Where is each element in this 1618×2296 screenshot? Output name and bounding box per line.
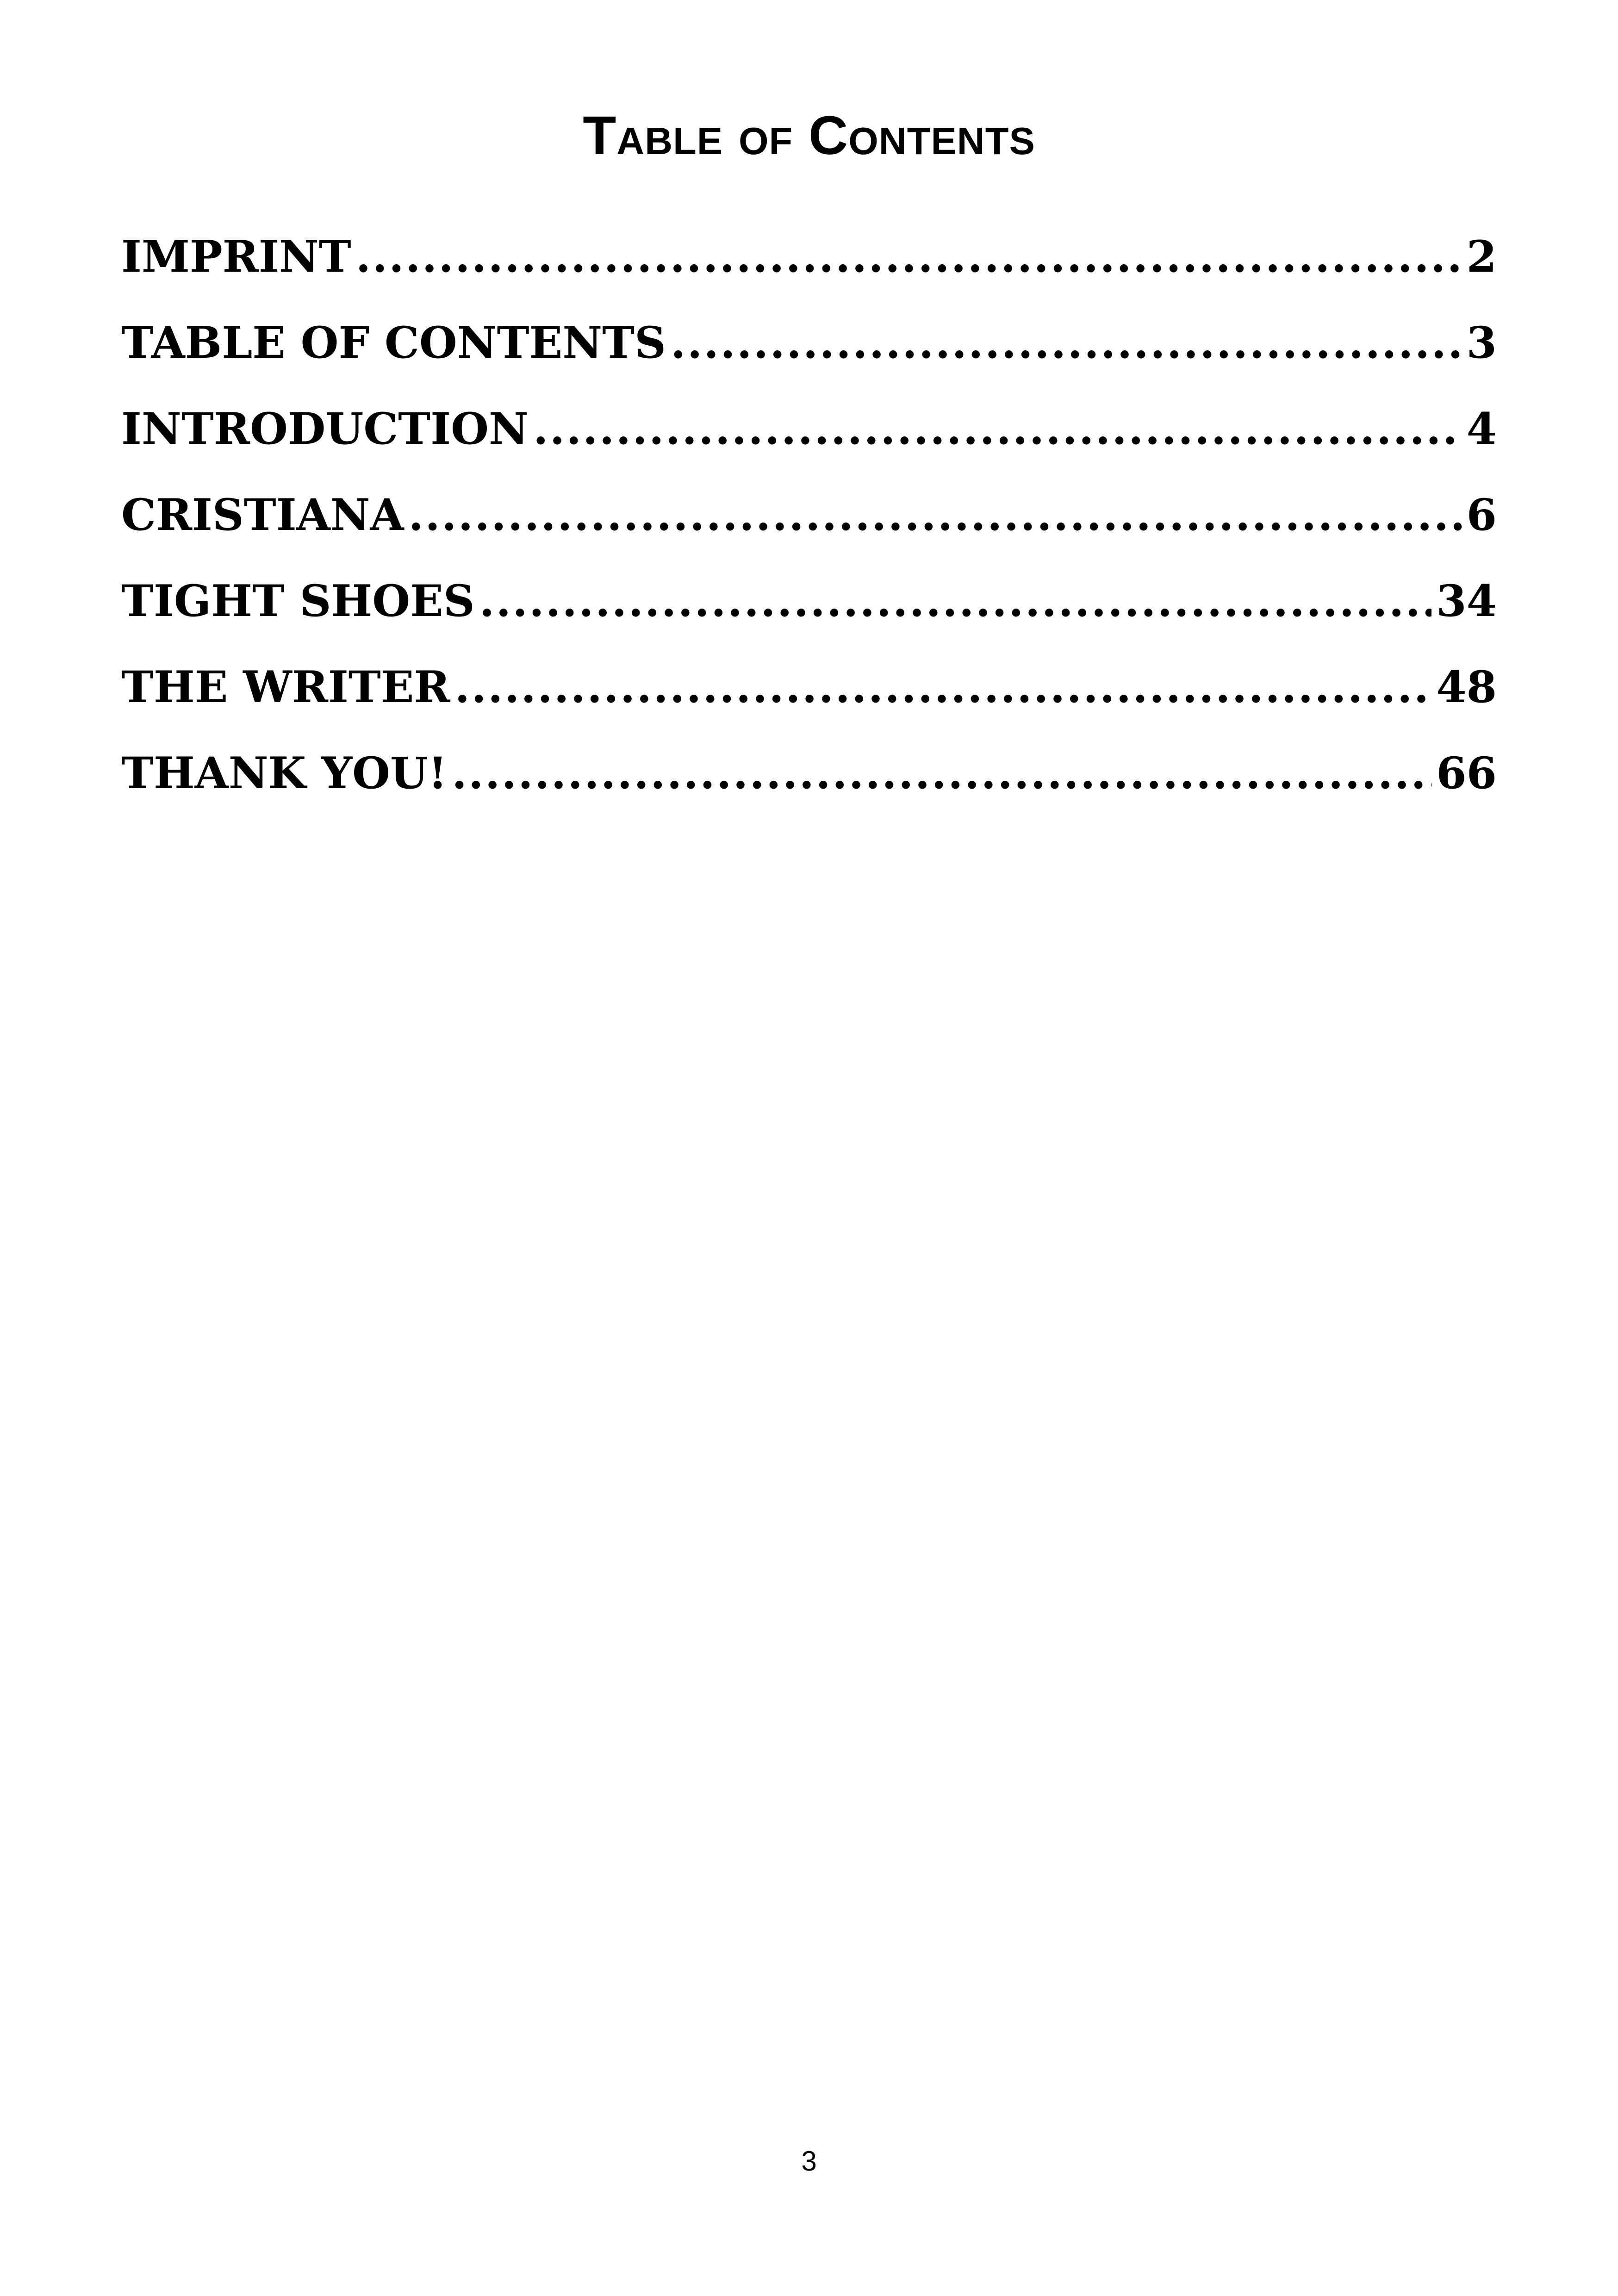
toc-dot-leader <box>356 222 1462 292</box>
page-number: 3 <box>801 2146 817 2177</box>
toc-entry-label: THE WRITER <box>121 662 450 713</box>
toc-entry-page: 34 <box>1436 576 1497 627</box>
toc-dot-leader <box>671 308 1462 378</box>
table-of-contents <box>121 222 1497 825</box>
toc-entry-label: INTRODUCTION <box>121 404 529 454</box>
toc-dot-leader <box>455 653 1432 722</box>
toc-entry-label: IMPRINT <box>121 231 351 282</box>
toc-entry-thank-you[interactable] <box>121 739 1497 825</box>
toc-entry-label: CRISTIANA <box>121 490 404 541</box>
toc-entry-the-writer[interactable] <box>121 653 1497 739</box>
toc-entry-label: TIGHT SHOES <box>121 576 475 627</box>
toc-entry-page: 4 <box>1466 404 1497 454</box>
toc-entry-page: 6 <box>1466 490 1497 541</box>
toc-entry-imprint[interactable] <box>121 222 1497 308</box>
page-title: Table of Contents <box>583 105 1035 166</box>
toc-entry-tight-shoes[interactable] <box>121 566 1497 653</box>
toc-entry-page: 66 <box>1436 748 1497 799</box>
toc-entry-page: 48 <box>1436 662 1497 713</box>
toc-entry-page: 3 <box>1466 317 1497 368</box>
toc-dot-leader <box>479 566 1431 636</box>
toc-dot-leader <box>452 739 1431 808</box>
toc-entry-table-of-contents[interactable] <box>121 308 1497 394</box>
toc-entry-cristiana[interactable] <box>121 480 1497 566</box>
toc-entry-label: THANK YOU! <box>121 748 448 799</box>
toc-dot-leader <box>533 394 1462 464</box>
toc-entry-introduction[interactable] <box>121 394 1497 480</box>
toc-entry-page: 2 <box>1466 231 1497 282</box>
toc-dot-leader <box>409 480 1462 550</box>
toc-entry-label: TABLE OF CONTENTS <box>121 317 666 368</box>
